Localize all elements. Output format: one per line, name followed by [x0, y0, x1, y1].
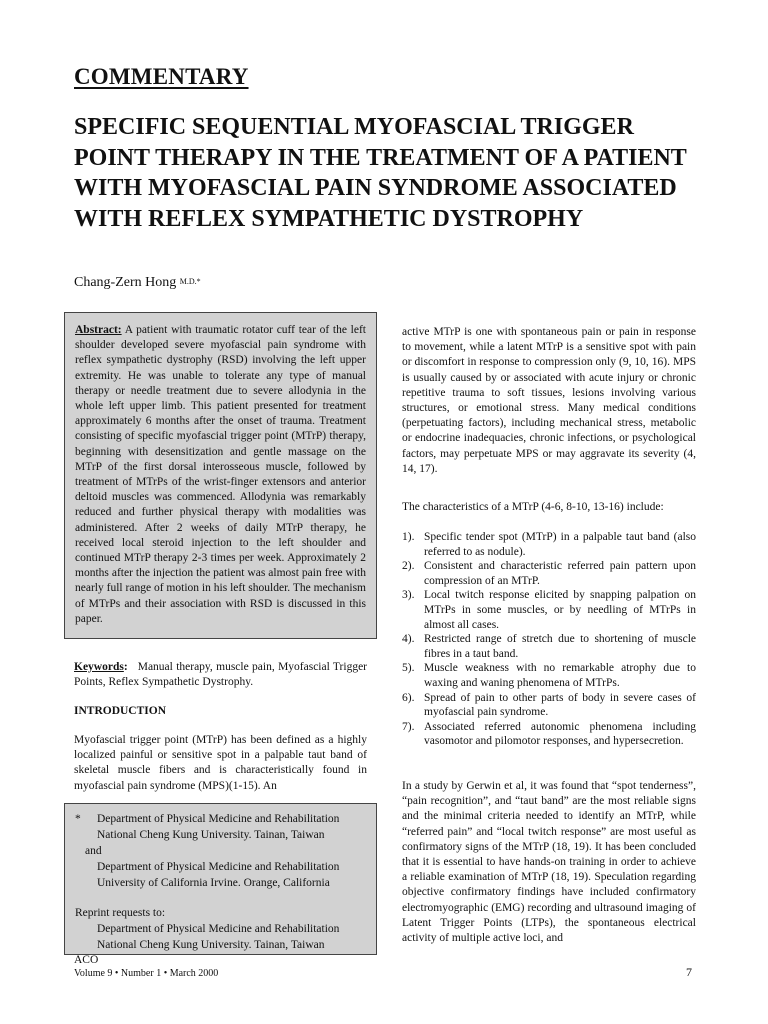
abstract-label: Abstract:	[75, 324, 122, 336]
right-paragraph-3-text: In a study by Gerwin et al, it was found that “spot tenderness”, “pain recognition”, and “taut band” are the most reliable signs and the minimal criteria needed to identify an MTrP, while “referred pain” and “local twitch response” are most useful as confirmatory signs of the MTrP (18, 19). It has been concluded that it is essential to have hands-on training in order to achieve a reliable examination of MTrP (18, 19). Speculation regarding objective confirmatory findings have included confirmatory electromyographic (EMG) recording and ultrasound imaging of Latent Trigger Points (LTPs), the spontaneous electrical activity of multiple active loci, and	[402, 780, 696, 945]
list-item	[402, 661, 696, 690]
list-item-number: 5).	[402, 662, 415, 675]
affiliation-univ-2: University of California Irvine. Orange, California	[97, 877, 330, 889]
right-paragraph-2	[402, 500, 696, 515]
author-line	[74, 275, 201, 291]
author-name: Chang-Zern Hong	[74, 275, 177, 290]
reprint-dept: Department of Physical Medicine and Rehabilitation	[97, 923, 340, 935]
abstract-paragraph	[75, 323, 366, 627]
article-title: SPECIFIC SEQUENTIAL MYOFASCIAL TRIGGER POINT THERAPY IN THE TREATMENT OF A PATIENT WITH MYOFASCIAL PAIN SYNDROME ASSOCIATED WITH REFLEX SYMPATHETIC DYSTROPHY	[74, 114, 687, 232]
affiliation-and: and	[85, 845, 102, 857]
affiliation-box	[64, 803, 377, 955]
affiliation-dept-2: Department of Physical Medicine and Rehabilitation	[97, 861, 340, 873]
list-item-number: 4).	[402, 633, 415, 646]
list-item-text: Spread of pain to other parts of body in severe cases of myofascial pain syndrome.	[424, 691, 696, 719]
list-item-number: 7).	[402, 720, 415, 733]
list-item	[402, 632, 696, 661]
list-item-number: 1).	[402, 531, 415, 543]
right-paragraph-1-text: active MTrP is one with spontaneous pain or pain in response to movement, while a latent MTrP is a sensitive spot with pain or discomfort in response to compression only (9, 10, 16). MPS is usually caused by or associated with acute injury or chronic repetitive trauma to soft tissues, lesions involving various structures, or emotional stress. Many medical conditions (perpetuating factors), including mechanical stress, metabolic or endocrine inadequacies, chronic infections, or psychological factors, may perpetuate MPS or may aggravate its severity (4, 14, 17).	[402, 326, 696, 475]
journal-name: ACO	[74, 954, 99, 966]
journal-volume: Volume 9 • Number 1 • March 2000	[74, 968, 219, 979]
keywords-label: Keywords	[74, 661, 124, 673]
reprint-univ: National Cheng Kung University. Tainan, Taiwan	[97, 939, 325, 951]
list-item-text: Associated referred autonomic phenomena including vasomotor and pilomotor responses, and hypersecretion.	[424, 720, 696, 748]
list-item-number: 2).	[402, 560, 415, 573]
list-item	[402, 691, 696, 720]
reprint-label: Reprint requests to:	[75, 907, 166, 919]
footer	[74, 954, 218, 980]
list-item-text: Restricted range of stretch due to shortening of muscle fibres in a taut band.	[424, 633, 696, 660]
list-item-text: Muscle weakness with no remarkable atrophy due to waxing and waning phenomena of MTrPs.	[424, 662, 696, 689]
keywords-text: Manual therapy, muscle pain, Myofascial Trigger Points, Reflex Sympathetic Dystrophy.	[74, 661, 368, 689]
list-item-number: 6).	[402, 691, 415, 704]
author-suffix: M.D.*	[179, 277, 201, 286]
affiliation-dept-1: Department of Physical Medicine and Rehabilitation	[97, 813, 340, 825]
list-item	[402, 559, 696, 588]
list-item-number: 3).	[402, 589, 415, 602]
section-label: COMMENTARY	[74, 64, 249, 89]
affiliation-row	[75, 811, 366, 827]
abstract-text: A patient with traumatic rotator cuff tear of the left shoulder developed severe myofascial pain syndrome with reflex sympathetic dystrophy (RSD) involving the left upper extremity. He was unable to tolerate any type of manual therapy or needle treatment due to severe allodynia in the whole left upper limb. This patient presented for treatment approximately 6 months after the onset of trauma. Treatment consisting of specific myofascial trigger point (MTrP) therapy, beginning with desensitization and gentle massage on the MTrP of the first dorsal interosseous muscle, followed by treatment of MTrPs of the wrist-finger extensors and anterior deltoid muscles was commenced. Allodynia was remarkably reduced and further physical therapy with modalities was administered. After 2 weeks of daily MTrP therapy, he received local steroid injection to the left shoulder and continued MTrP therapy 2-3 times per week. Approximately 2 months after the injection the patient was almost pain free with nearly full range of motion in his left shoulder. The mechanism of MTrPs and their association with RSD is discussed in this paper.	[75, 324, 366, 625]
introduction-heading: INTRODUCTION	[74, 705, 167, 717]
affiliation-marker: *	[75, 813, 81, 825]
list-item-text: Local twitch response elicited by snapping palpation on MTrPs in some muscles, or by needling of MTrPs in almost all cases.	[424, 589, 696, 631]
affiliation-spacer	[75, 891, 366, 905]
abstract-box	[64, 312, 377, 639]
introduction-block	[74, 733, 367, 794]
right-paragraph-1	[402, 325, 696, 477]
introduction-text: Myofascial trigger point (MTrP) has been defined as a highly localized painful or sensitive spot in a palpable taut band of skeletal muscle fibers and is characteristically found in myofascial pain syndrome (MPS)(1-15). An	[74, 734, 367, 792]
list-item	[402, 530, 696, 559]
list-item-text: Consistent and characteristic referred pain pattern upon compression of an MTrP.	[424, 560, 696, 587]
list-item-text: Specific tender spot (MTrP) in a palpable taut band (also referred to as nodule).	[424, 531, 696, 558]
list-item	[402, 588, 696, 632]
right-paragraph-3	[402, 779, 696, 946]
page-number: 7	[686, 965, 692, 979]
characteristics-list	[402, 530, 696, 749]
introduction-heading-wrap	[74, 705, 367, 717]
right-paragraph-2-text: The characteristics of a MTrP (4-6, 8-10, 13-16) include:	[402, 501, 664, 513]
affiliation-univ-1: National Cheng Kung University. Tainan, Taiwan	[97, 829, 325, 841]
keywords-block	[74, 660, 367, 690]
list-item	[402, 720, 696, 749]
keywords-paragraph: Keywords: Manual therapy, muscle pain, Myofascial Trigger Points, Reflex Sympathetic Dystrophy.	[74, 661, 368, 689]
